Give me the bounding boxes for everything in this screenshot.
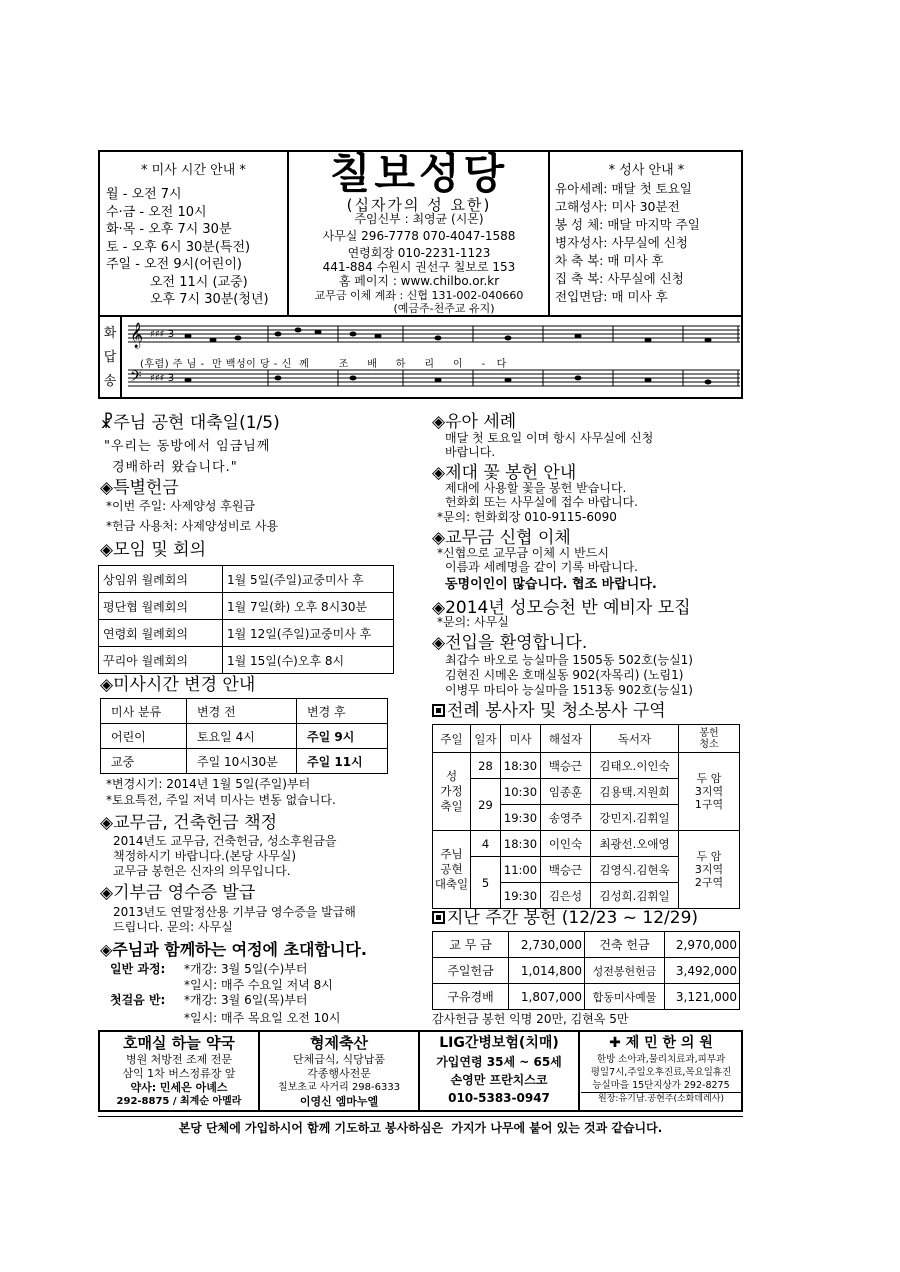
baptism-line: 바랍니다. bbox=[445, 445, 496, 459]
welcome-line: 이병무 마티아 능실마을 1513동 902호(능실1) bbox=[445, 683, 693, 697]
feast-quote-line: 경배하러 왔습니다." bbox=[112, 460, 238, 475]
servers-title-text: 전례 봉사자 및 청소봉사 구역 bbox=[447, 701, 666, 721]
servers-readers: 김영식.김현욱 bbox=[591, 857, 679, 883]
receipt-line: 드립니다. 문의: 사무실 bbox=[113, 920, 233, 934]
welcome-title: ◈전입을 환영합니다. bbox=[432, 633, 588, 653]
servers-commentator: 김은성 bbox=[541, 883, 591, 909]
servers-cleaning: 두 암 3지역 2구역 bbox=[679, 831, 740, 909]
dues-line: 교무금 봉헌은 신자의 의무입니다. bbox=[113, 864, 291, 878]
sacraments-list bbox=[555, 180, 700, 306]
ad-line: 손영만 프란치스코 bbox=[450, 1073, 548, 1087]
church-office: 사무실 296-7778 070-4047-1588 bbox=[322, 229, 516, 243]
feast-title-text: 주님 공현 대축일(1/5) bbox=[113, 413, 280, 433]
ad-line: 칠보초교 사거리 298-6333 bbox=[277, 1082, 401, 1093]
meeting-name: 평단협 월례회의 bbox=[99, 593, 223, 620]
servers-commentator: 송영주 bbox=[541, 805, 591, 831]
mass-change-cell: 주일 11시 bbox=[297, 749, 388, 774]
hymn-label-char: 송 bbox=[103, 374, 117, 389]
sacrament-line: 집 축 복: 사무실에 신청 bbox=[555, 271, 684, 286]
ad-line: 가입연령 35세 ~ 65세 bbox=[436, 1055, 562, 1069]
servers-commentator: 이인숙 bbox=[541, 831, 591, 857]
church-pastor: 주임신부 : 최영균 (시몬) bbox=[354, 212, 484, 226]
meeting-time: 1월 15일(수)오후 8시 bbox=[223, 647, 394, 674]
ad-line: 원장:유기남.공현주(소화데레사) bbox=[581, 1092, 741, 1106]
credit-union-line: *신협으로 교무금 이체 시 반드시 bbox=[437, 546, 609, 560]
servers-time: 19:30 bbox=[501, 805, 541, 831]
church-name: 칠보성당 bbox=[329, 149, 509, 198]
svg-text:♯♯♯ 3: ♯♯♯ 3 bbox=[150, 373, 175, 384]
svg-text:𝄞: 𝄞 bbox=[130, 323, 144, 348]
hymn-label-char: 답 bbox=[103, 350, 117, 365]
servers-time: 19:30 bbox=[501, 883, 541, 909]
mass-change-header: 변경 후 bbox=[297, 699, 388, 724]
ad-clinic bbox=[581, 1033, 741, 1106]
church-account-holder: (예금주-천주교 유지) bbox=[393, 302, 495, 315]
mass-change-table bbox=[100, 698, 388, 774]
mass-change-cell: 주일 10시30분 bbox=[187, 749, 297, 774]
church-council: 연령회장 010-2231-1123 bbox=[347, 246, 491, 260]
ad-pharmacy bbox=[100, 1033, 258, 1109]
meetings-table bbox=[98, 565, 394, 674]
mass-time-line: 수·금 - 오전 10시 bbox=[106, 204, 207, 220]
ad-title: 호매실 하늘 약국 bbox=[123, 1034, 235, 1052]
receipt-line: 2013년도 연말정산용 기부금 영수증을 발급해 bbox=[113, 905, 356, 919]
church-account: 교무금 이체 계좌 : 신협 131-002-040660 bbox=[314, 289, 524, 302]
square-bullet-icon bbox=[432, 704, 445, 717]
sacrament-line: 봉 성 체: 매달 마지막 주일 bbox=[555, 217, 700, 232]
ad-line: 단체급식, 식당납품 bbox=[292, 1053, 385, 1066]
footer-text: 본당 단체에 가입하시어 함께 기도하고 봉사하심은 가지가 나무에 붙어 있는 것과 같습니다. bbox=[178, 1121, 663, 1135]
assumption-line: *문의: 사무실 bbox=[437, 615, 509, 629]
sacrament-line: 병자성사: 사무실에 신청 bbox=[555, 235, 688, 250]
sacraments-title: * 성사 안내 * bbox=[608, 163, 685, 178]
journey-first-line: *개강: 3월 6일(목)부터 bbox=[184, 993, 308, 1007]
servers-date: 28 bbox=[471, 753, 501, 779]
mass-time-line: 오전 11시 (교중) bbox=[150, 274, 248, 290]
ad-line: 한방 소아과,물리치료과,피부과 bbox=[596, 1054, 726, 1065]
mass-change-cell: 주일 9시 bbox=[297, 724, 388, 749]
servers-time: 18:30 bbox=[501, 753, 541, 779]
journey-title: ◈주님과 함께하는 여정에 초대합니다. bbox=[100, 940, 367, 959]
mass-times-title: * 미사 시간 안내 * bbox=[141, 163, 246, 178]
ad-title: 형제축산 bbox=[310, 1034, 368, 1052]
mass-times-list bbox=[106, 186, 269, 309]
mass-change-header: 변경 전 bbox=[187, 699, 297, 724]
mass-time-line: 토 - 오후 6시 30분(특전) bbox=[106, 239, 251, 255]
sacrament-line: 전입면담: 매 미사 후 bbox=[555, 289, 668, 304]
ad-line: 각종행사전문 bbox=[307, 1067, 371, 1080]
servers-time: 10:30 bbox=[501, 779, 541, 805]
ad-insurance bbox=[420, 1033, 578, 1107]
mass-time-line: 월 - 오전 7시 bbox=[106, 187, 182, 202]
servers-table bbox=[432, 724, 740, 909]
baptism-title: ◈유아 세례 bbox=[432, 412, 517, 432]
mass-change-header: 미사 분류 bbox=[101, 699, 187, 724]
meeting-name: 연령회 월례회의 bbox=[99, 620, 223, 647]
meeting-time: 1월 5일(주일)교중미사 후 bbox=[223, 566, 394, 593]
hymn-side-label bbox=[100, 322, 120, 394]
offering-amount: 1,014,800 bbox=[509, 958, 585, 984]
mass-change-cell: 어린이 bbox=[101, 724, 187, 749]
special-offering-line: *이번 주일: 사제양성 후원금 bbox=[106, 499, 255, 513]
offering-amount: 2,970,000 bbox=[665, 932, 740, 958]
servers-readers: 강민지.김휘일 bbox=[591, 805, 679, 831]
flowers-line: 제대에 사용할 꽃을 봉헌 받습니다. bbox=[445, 481, 627, 495]
servers-commentator: 백승근 bbox=[541, 753, 591, 779]
offerings-title bbox=[432, 908, 698, 928]
offering-amount: 1,807,000 bbox=[509, 984, 585, 1010]
ad-line: 능실마을 15단지상가 292-8275 bbox=[592, 1080, 730, 1091]
sacrament-line: 차 축 복: 매 미사 후 bbox=[555, 253, 664, 268]
mass-change-cell: 교중 bbox=[101, 749, 187, 774]
receipt-title: ◈기부금 영수증 발급 bbox=[100, 883, 256, 903]
servers-readers: 김성희.김휘일 bbox=[591, 883, 679, 909]
servers-time: 11:00 bbox=[501, 857, 541, 883]
svg-text:♯♯♯ 3: ♯♯♯ 3 bbox=[150, 329, 175, 340]
offering-amount: 2,730,000 bbox=[509, 932, 585, 958]
journey-general-line: *일시: 매주 수요일 저녁 8시 bbox=[184, 978, 333, 992]
servers-header: 봉헌 청소 bbox=[679, 725, 740, 753]
servers-date: 29 bbox=[471, 779, 501, 831]
cross-icon: ✚ bbox=[609, 1035, 621, 1051]
square-bullet-icon bbox=[432, 911, 445, 924]
servers-commentator: 백승근 bbox=[541, 857, 591, 883]
mass-change-title: ◈미사시간 변경 안내 bbox=[100, 675, 256, 695]
journey-first-line: *일시: 매주 목요일 오전 10시 bbox=[184, 1011, 341, 1025]
servers-title bbox=[432, 701, 666, 721]
hymn-label-divider bbox=[120, 315, 122, 399]
ad-owner: 이영신 엠마누엘 bbox=[299, 1095, 379, 1108]
servers-readers: 최광선.오애영 bbox=[591, 831, 679, 857]
welcome-line: 최갑수 바오로 능실마을 1505동 502호(능실1) bbox=[445, 653, 693, 667]
offering-label: 교 무 금 bbox=[433, 932, 509, 958]
offering-label: 건축 헌금 bbox=[585, 932, 665, 958]
meeting-time: 1월 7일(화) 오후 8시30분 bbox=[223, 593, 394, 620]
offering-label: 구유경배 bbox=[433, 984, 509, 1010]
hymn-label-char: 화 bbox=[103, 326, 117, 341]
servers-readers: 김용택.지원희 bbox=[591, 779, 679, 805]
flowers-title: ◈제대 꽃 봉헌 안내 bbox=[432, 463, 577, 483]
ad-title-row bbox=[581, 1033, 741, 1053]
special-offering-line: *헌금 사용처: 사제양성비로 사용 bbox=[106, 519, 279, 533]
meeting-time: 1월 12일(주일)교중미사 후 bbox=[223, 620, 394, 647]
ad-line: 삼익 1차 버스정류장 앞 bbox=[122, 1067, 236, 1080]
mass-time-line: 화·목 - 오후 7시 30분 bbox=[106, 222, 232, 237]
welcome-line: 김현진 시메온 호매실동 902(자목리) (노림1) bbox=[445, 668, 684, 682]
servers-header: 일자 bbox=[471, 725, 501, 753]
credit-union-line: 이름과 세례명을 같이 기록 바랍니다. bbox=[445, 560, 638, 574]
servers-commentator: 임종훈 bbox=[541, 779, 591, 805]
mass-change-note: *토요특전, 주일 저녁 미사는 변동 없습니다. bbox=[106, 793, 336, 807]
svg-text:𝄢: 𝄢 bbox=[130, 368, 142, 389]
servers-readers: 김태오.이인숙 bbox=[591, 753, 679, 779]
meeting-name: 상임위 월례회의 bbox=[99, 566, 223, 593]
ad-owner: 약사: 민세은 아녜스 bbox=[130, 1081, 228, 1094]
offering-amount: 3,121,000 bbox=[665, 984, 740, 1010]
servers-header: 미사 bbox=[501, 725, 541, 753]
mass-change-note: *변경시기: 2014년 1월 5일(주일)부터 bbox=[106, 777, 311, 791]
dues-line: 2014년도 교무금, 건축헌금, 성소후원금을 bbox=[113, 834, 337, 848]
sacrament-line: 유아세례: 매달 첫 토요일 bbox=[555, 181, 692, 196]
flowers-line: *문의: 헌화회장 010-9115-6090 bbox=[437, 510, 617, 524]
servers-group-label: 주님 공현 대축일 bbox=[433, 831, 471, 909]
church-address: 441-884 수원시 권선구 칠보로 153 bbox=[322, 260, 516, 274]
header-divider-left bbox=[287, 150, 289, 317]
feast-title bbox=[100, 413, 280, 433]
flowers-line: 헌화회 또는 사무실에 접수 바랍니다. bbox=[445, 495, 638, 509]
dues-line: 책정하시기 바랍니다.(본당 사무실) bbox=[113, 849, 297, 863]
mass-time-line: 오후 7시 30분(청년) bbox=[150, 292, 269, 307]
ad-line: 평일7시,주일오후진료,목요일휴진 bbox=[590, 1067, 732, 1078]
mass-change-cell: 토요일 4시 bbox=[187, 724, 297, 749]
ad-phone: 292-8875 / 최계순 아멜라 bbox=[116, 1096, 242, 1107]
mass-time-line: 주일 - 오전 9시(어린이) bbox=[106, 257, 242, 272]
dues-title: ◈교무금, 건축헌금 책정 bbox=[100, 813, 278, 833]
servers-date: 5 bbox=[471, 857, 501, 909]
ad-line: 010-5383-0947 bbox=[448, 1091, 550, 1105]
journey-first-label: 첫걸음 반: bbox=[110, 993, 166, 1007]
offerings-table bbox=[432, 931, 740, 1010]
offering-label: 합동미사예물 bbox=[585, 984, 665, 1010]
offerings-thanks: 감사헌금 봉헌 익명 20만, 김현옥 5만 bbox=[432, 1012, 629, 1026]
special-offering-title: ◈특별헌금 bbox=[100, 478, 179, 498]
credit-union-emphasis: 동명이인이 많습니다. 협조 바랍니다. bbox=[445, 577, 657, 592]
feast-quote-line: "우리는 동방에서 임금님께 bbox=[104, 439, 271, 454]
servers-time: 18:30 bbox=[501, 831, 541, 857]
church-homepage: 홈 페이지 : www.chilbo.or.kr bbox=[338, 274, 500, 288]
journey-general-label: 일반 과정: bbox=[110, 962, 166, 976]
ad-title: 제 민 한 의 원 bbox=[625, 1035, 713, 1051]
church-subtitle: (십자가의 성 요한) bbox=[346, 196, 492, 214]
journey-general-line: *개강: 3월 5일(수)부터 bbox=[184, 962, 308, 976]
footer-rule bbox=[98, 1116, 743, 1117]
offerings-title-text: 지난 주간 봉헌 (12/23 ~ 12/29) bbox=[447, 908, 699, 928]
assumption-title: ◈2014년 성모승천 반 예비자 모집 bbox=[432, 598, 691, 618]
ad-title: LIG간병보험(치매) bbox=[439, 1035, 559, 1051]
offering-label: 주일헌금 bbox=[433, 958, 509, 984]
offering-label: 성전봉헌헌금 bbox=[585, 958, 665, 984]
ad-butcher bbox=[260, 1033, 418, 1109]
ad-divider bbox=[578, 1030, 580, 1112]
hymn-lyrics: (후렴) 주 님 - 만 백성이 당 - 신 께 조 배 하 리 이 - 다 bbox=[140, 359, 507, 370]
meeting-name: 꾸리아 월례회의 bbox=[99, 647, 223, 674]
sacrament-line: 고해성사: 미사 30분전 bbox=[555, 199, 680, 214]
offering-amount: 3,492,000 bbox=[665, 958, 740, 984]
servers-cleaning: 두 암 3지역 1구역 bbox=[679, 753, 740, 831]
servers-header: 해설자 bbox=[541, 725, 591, 753]
ad-line: 병원 처방전 조제 전문 bbox=[125, 1053, 233, 1066]
meetings-title: ◈모임 및 회의 bbox=[100, 540, 206, 560]
credit-union-title: ◈교무금 신협 이체 bbox=[432, 528, 571, 548]
baptism-line: 매달 첫 토요일 이며 항시 사무실에 신청 bbox=[445, 431, 654, 445]
servers-date: 4 bbox=[471, 831, 501, 857]
servers-group-label: 성 가정 축일 bbox=[433, 753, 471, 831]
servers-header: 주일 bbox=[433, 725, 471, 753]
chi-rho-icon: ☧ bbox=[100, 413, 114, 433]
servers-header: 독서자 bbox=[591, 725, 679, 753]
